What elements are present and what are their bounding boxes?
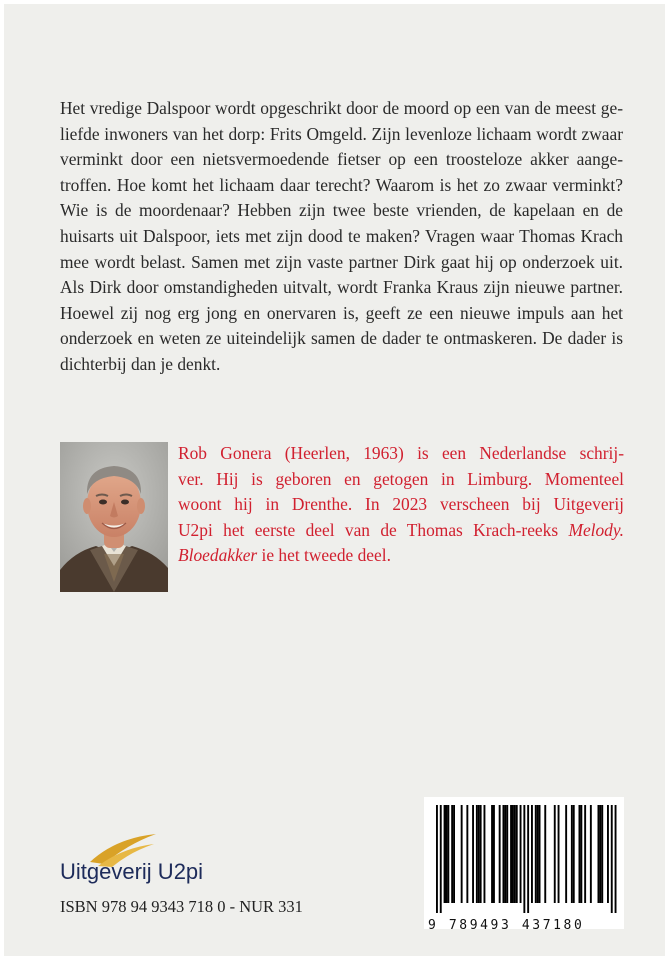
blurb-line: onderzoek en weten ze uiteindelijk samen de dader te ontmaskeren. De dader is xyxy=(60,328,623,349)
blurb-line: huisarts uit Dalspoor, iets met zijn dood te maken? Vragen waar Thomas Krach xyxy=(60,225,623,246)
barcode-bar xyxy=(503,805,505,903)
blurb-line: Wie is de moordenaar? Hebben zijn twee beste vrienden, de kapelaan en de xyxy=(60,200,623,221)
barcode-bar xyxy=(484,805,486,903)
barcode-bar xyxy=(558,805,560,903)
barcode-bar xyxy=(461,805,463,903)
barcode-bar xyxy=(573,805,575,903)
blurb-line: Hoewel zij nog erg jong en onervaren is, geeft ze een nieuwe impuls aan het xyxy=(60,302,623,323)
barcode-bar xyxy=(493,805,495,903)
book-title-bloedakker: Bloedakker xyxy=(178,545,258,566)
blurb-line: Als Dirk door omstandigheden uitvalt, wordt Franka Kraus zijn nieuwe partner. xyxy=(60,277,623,298)
bio-text: U2pi het eerste deel van de Thomas Krach-reeks xyxy=(178,519,569,540)
blurb-line: Het vredige Dalspoor wordt opgeschrikt door de moord op een van de meest ge- xyxy=(60,98,623,118)
bio-line: ver. Hij is geboren en getogen in Limburg. Momenteel xyxy=(178,468,624,489)
barcode-bar xyxy=(554,805,556,903)
barcode-bar xyxy=(584,805,586,903)
bio-line xyxy=(178,518,624,544)
publisher-name: Uitgeverij U2pi xyxy=(60,859,204,884)
barcode-bars xyxy=(424,797,624,913)
barcode-bar xyxy=(527,805,529,913)
barcode-bar xyxy=(453,805,455,903)
barcode-bar xyxy=(601,805,603,903)
blurb-line: liefde inwoners van het dorp: Frits Omgeld. Zijn levenloze lichaam wordt zwaar xyxy=(60,123,623,144)
barcode-bar xyxy=(444,805,446,903)
back-cover xyxy=(4,4,665,956)
barcode-bar xyxy=(565,805,567,903)
barcode-bar xyxy=(520,805,522,903)
bio-text: ie het tweede deel. xyxy=(257,545,391,566)
blurb-line: mee wordt belast. Samen met zijn vaste partner Dirk gaat hij op onderzoek uit. xyxy=(60,251,623,272)
barcode-bar xyxy=(447,805,449,903)
barcode-bar xyxy=(580,805,582,903)
barcode xyxy=(424,797,624,929)
blurb-line: troffen. Hoe komt het lichaam daar terecht? Waarom is het zo zwaar verminkt? xyxy=(60,174,623,195)
barcode-bar xyxy=(539,805,541,903)
book-title-melody: Melody. xyxy=(568,519,624,540)
barcode-bar xyxy=(598,805,600,903)
bio-line: Rob Gonera (Heerlen, 1963) is een Nederlandse schrij- xyxy=(178,443,624,463)
isbn-line: ISBN 978 94 9343 718 0 - NUR 331 xyxy=(60,897,303,916)
barcode-bar xyxy=(510,805,512,903)
barcode-bar xyxy=(446,805,448,903)
barcode-bar xyxy=(480,805,482,903)
barcode-bar xyxy=(611,805,613,913)
barcode-bar xyxy=(499,805,501,903)
barcode-bar xyxy=(514,805,516,903)
barcode-bar xyxy=(466,805,468,903)
barcode-bar xyxy=(440,805,442,913)
blurb-line: verminkt door een nietsvermoedende fietser op een troosteloze akker aange- xyxy=(60,149,623,170)
barcode-bar xyxy=(472,805,474,903)
barcode-bar xyxy=(451,805,453,903)
barcode-bar xyxy=(590,805,592,903)
barcode-bar xyxy=(506,805,508,903)
barcode-bar xyxy=(607,805,609,903)
barcode-bar xyxy=(523,805,525,913)
barcode-bar xyxy=(491,805,493,903)
bio-line xyxy=(178,543,624,569)
barcode-bar xyxy=(535,805,537,903)
barcode-bar xyxy=(436,805,438,913)
barcode-bar xyxy=(615,805,617,913)
barcode-bar xyxy=(571,805,573,903)
barcode-bar xyxy=(512,805,514,903)
bio-line: woont hij in Drenthe. In 2023 verscheen bij Uitgeverij xyxy=(178,494,624,515)
barcode-bar xyxy=(476,805,478,903)
barcode-bar xyxy=(579,805,581,903)
barcode-bar xyxy=(537,805,539,903)
barcode-bar xyxy=(599,805,601,903)
barcode-bar xyxy=(504,805,506,903)
barcode-bar xyxy=(516,805,518,903)
barcode-bar xyxy=(478,805,480,903)
author-photo xyxy=(60,442,168,592)
barcode-bar xyxy=(544,805,546,903)
barcode-bar xyxy=(531,805,533,903)
barcode-number: 9 789493 437180 xyxy=(428,918,585,933)
author-bio xyxy=(178,441,624,569)
blurb-line: dichterbij dan je denkt. xyxy=(60,353,221,374)
blurb-text xyxy=(60,96,623,378)
